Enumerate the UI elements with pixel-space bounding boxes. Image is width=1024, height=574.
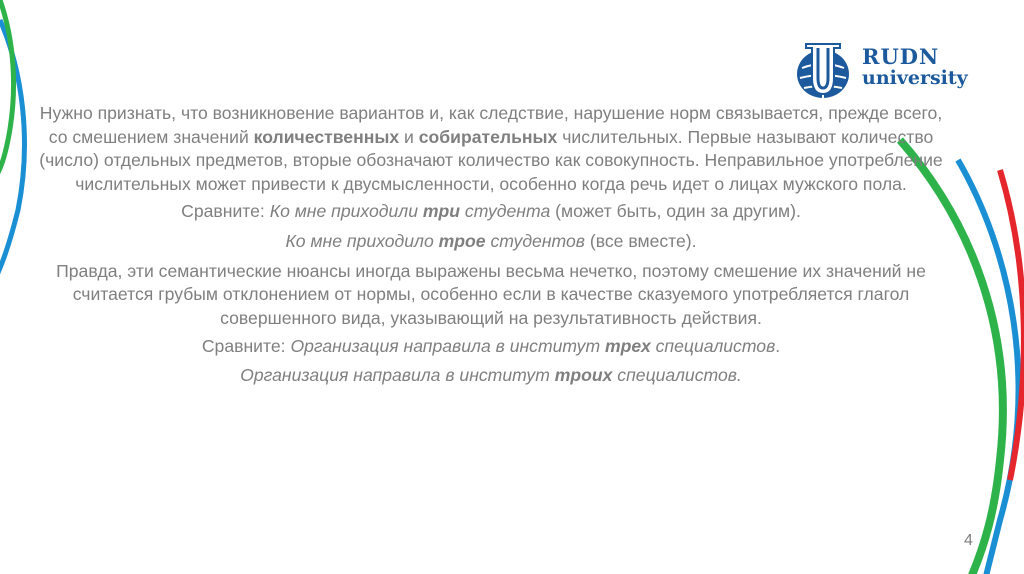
example-italic: Организация направила в институт: [290, 336, 606, 357]
left-green-stripe: [0, 0, 14, 180]
example-italic: Ко мне приходило: [285, 230, 439, 251]
example-italic: специалистов.: [612, 364, 742, 385]
paragraph-4: Правда, эти семантические нюансы иногда выражены весьма нечетко, поэтому смешение их значений не считается грубым отклонением от нормы, особенно если в качестве сказуемого употребляется глагол совершенного вида, указывающий на результативность действия.: [56, 260, 926, 328]
right-red-stripe: [1000, 170, 1024, 480]
page-number: 4: [964, 532, 973, 549]
text: (может быть, один за другим).: [550, 201, 801, 222]
left-blue-stripe: [0, 20, 24, 290]
text: и: [399, 126, 419, 147]
example-italic: студента: [460, 201, 551, 222]
example-italic: специалистов: [650, 336, 776, 357]
paragraph-6: [36, 364, 946, 388]
slide-body: [36, 102, 946, 394]
paragraph-2: [36, 200, 946, 224]
right-blue-stripe: [958, 160, 1018, 574]
logo-line1: RUDN: [862, 44, 940, 69]
paragraph-1: [36, 102, 946, 196]
example-bold-italic: троих: [554, 364, 613, 385]
example-italic: Ко мне приходили: [269, 201, 423, 222]
paragraph-5: [36, 335, 946, 359]
example-bold-italic: трех: [605, 336, 651, 357]
globe-u-icon: [790, 38, 856, 108]
text: .: [775, 336, 781, 357]
text: (все вместе).: [584, 230, 697, 251]
text: Сравните:: [181, 201, 270, 222]
bold-term: собирательных: [418, 126, 558, 147]
text: Сравните:: [201, 336, 291, 357]
logo-line2: university: [862, 67, 968, 89]
text: числительных. Первые называют количество (число) отдельных предметов, вторые обозначают количество как совокупность. Неправильное употребление числительных может привести к двусмысленности, особенно когда речь идет о лицах мужского пола.: [39, 126, 943, 194]
text: Нужно признать, что возникновение вариантов и, как следствие, нарушение норм связывается, прежде всего, со смешением значений: [39, 103, 943, 147]
example-italic: студентов: [485, 230, 585, 251]
bold-term: количественных: [253, 126, 400, 147]
rudn-logo: [790, 38, 990, 108]
example-bold-italic: трое: [438, 230, 486, 251]
paragraph-3: [36, 230, 946, 254]
example-bold-italic: три: [422, 201, 461, 222]
example-italic: Организация направила в институт: [240, 364, 555, 385]
